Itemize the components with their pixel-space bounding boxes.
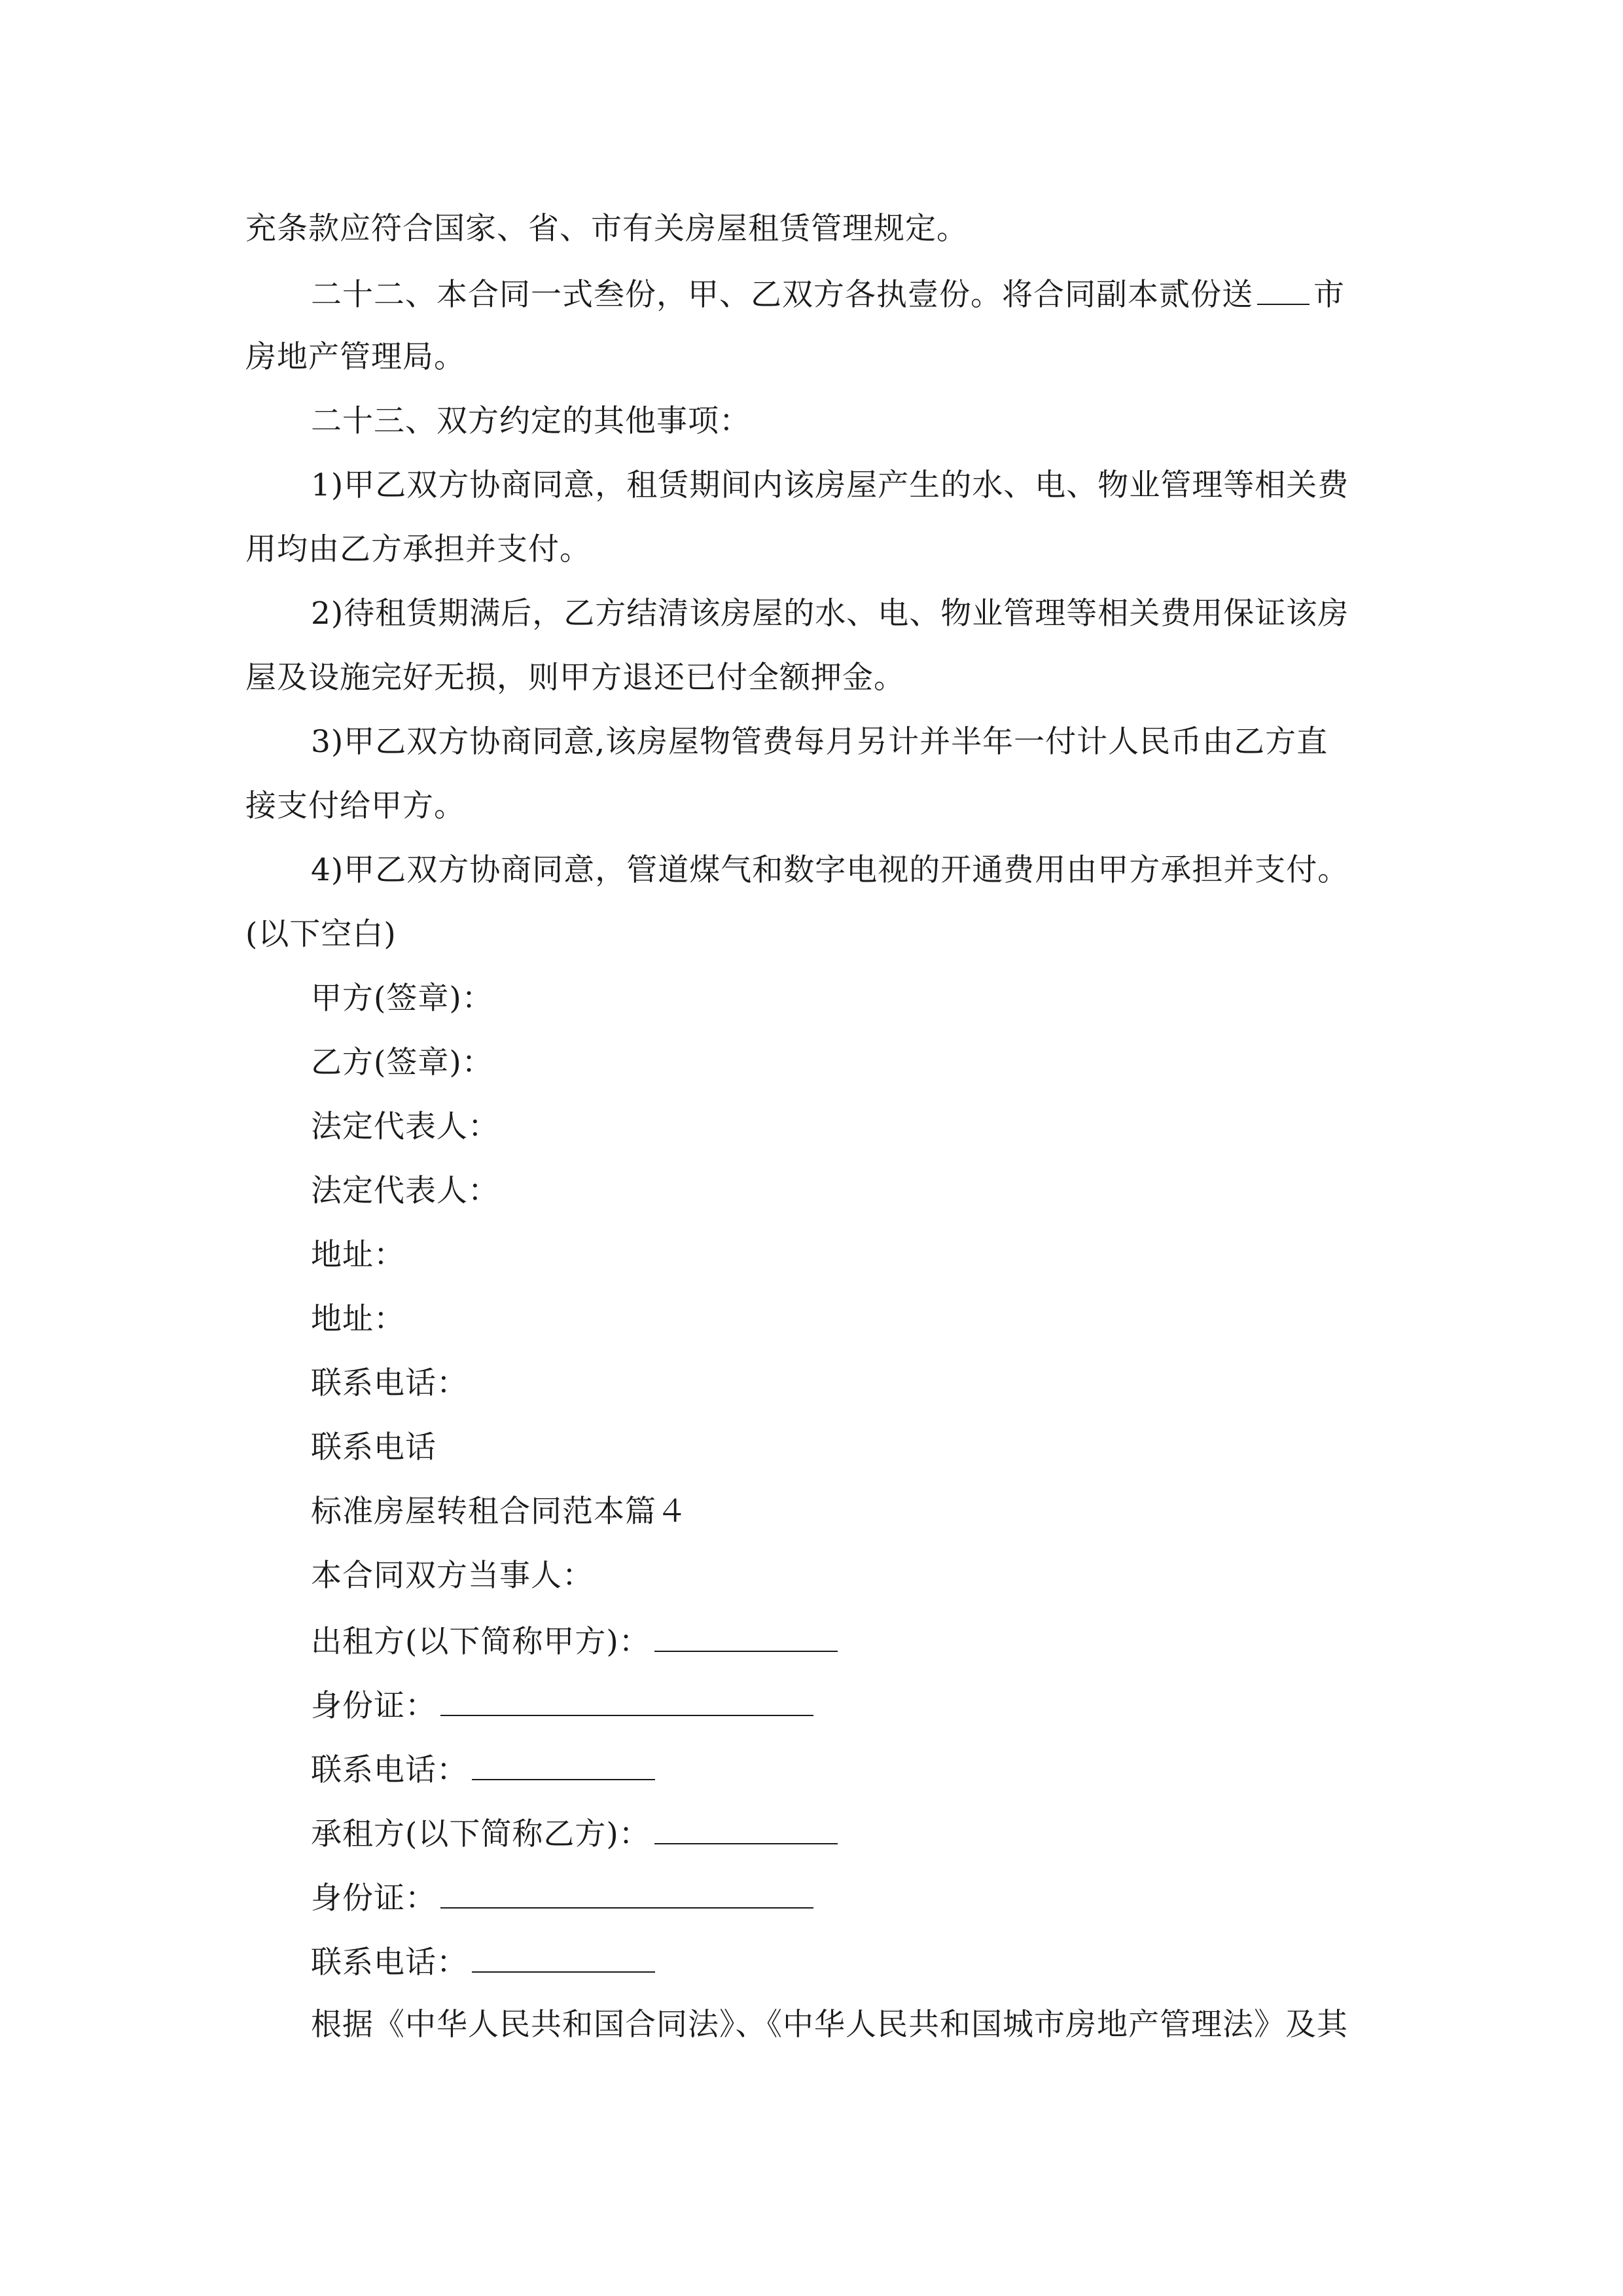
field-label: 联系电话： xyxy=(311,1945,468,1981)
field-label: 联系电话： xyxy=(311,1752,468,1788)
fill-in-blank xyxy=(440,1685,813,1716)
text-line: 屋及设施完好无损，则甲方退还已付全额押金。 xyxy=(245,660,905,696)
text-line: 联系电话： xyxy=(311,1365,468,1401)
text-line: 二十三、双方约定的其他事项： xyxy=(311,403,751,439)
fill-in-blank xyxy=(472,1941,655,1973)
text-line: 接支付给甲方。 xyxy=(245,788,465,824)
text-line: 地址： xyxy=(311,1237,405,1273)
section-heading: 标准房屋转租合同范本篇４ xyxy=(311,1494,688,1530)
text-line: 充条款应符合国家、省、市有关房屋租赁管理规定。 xyxy=(245,211,968,247)
text-line: 用均由乙方承担并支付。 xyxy=(245,531,591,567)
text-line: 1)甲乙双方协商同意，租赁期间内该房屋产生的水、电、物业管理等相关费 xyxy=(311,467,1349,503)
signature-label: 甲方(签章)： xyxy=(311,980,493,1016)
form-field-row xyxy=(311,1621,1463,1662)
text-line: 房地产管理局。 xyxy=(245,339,465,375)
field-label: 身份证： xyxy=(311,1688,437,1724)
text-line: 2)待租赁期满后，乙方结清该房屋的水、电、物业管理等相关费用保证该房 xyxy=(311,596,1349,632)
text-line: 根据《中华人民共和国合同法》、《中华人民共和国城市房地产管理法》及其 xyxy=(311,2007,1348,2043)
form-field-row xyxy=(311,1685,1463,1726)
fill-in-blank xyxy=(654,1813,838,1844)
field-label: 身份证： xyxy=(311,1880,437,1916)
field-label: 出租方(以下简称甲方)： xyxy=(311,1624,651,1660)
text-line: (以下空白) xyxy=(245,916,397,952)
field-label: 承租方(以下简称乙方)： xyxy=(311,1816,651,1852)
form-field-row xyxy=(311,1813,1463,1854)
form-field-row xyxy=(311,1941,1463,1982)
text-line: 法定代表人： xyxy=(311,1173,499,1209)
fill-in-blank xyxy=(440,1877,813,1909)
text-line: 法定代表人： xyxy=(311,1109,499,1145)
text-line: 地址： xyxy=(311,1301,405,1337)
fill-in-blank xyxy=(654,1621,838,1652)
text-segment: 市 xyxy=(1313,277,1345,313)
signature-label: 乙方(签章)： xyxy=(311,1045,493,1081)
text-segment: 二十二、本合同一式叁份，甲、乙双方各执壹份。将合同副本贰份送 xyxy=(311,277,1253,313)
form-field-row xyxy=(311,1877,1463,1918)
text-line: 联系电话 xyxy=(311,1429,437,1465)
form-field-row xyxy=(311,1749,1463,1790)
fill-in-blank xyxy=(1257,274,1310,305)
text-line: 4)甲乙双方协商同意，管道煤气和数字电视的开通费用由甲方承担并支付。 xyxy=(311,852,1349,888)
text-line: 本合同双方当事人： xyxy=(311,1558,594,1594)
text-line xyxy=(311,274,1463,315)
text-line: 3)甲乙双方协商同意,该房屋物管费每月另计并半年一付计人民币由乙方直 xyxy=(311,724,1329,760)
fill-in-blank xyxy=(472,1749,655,1780)
